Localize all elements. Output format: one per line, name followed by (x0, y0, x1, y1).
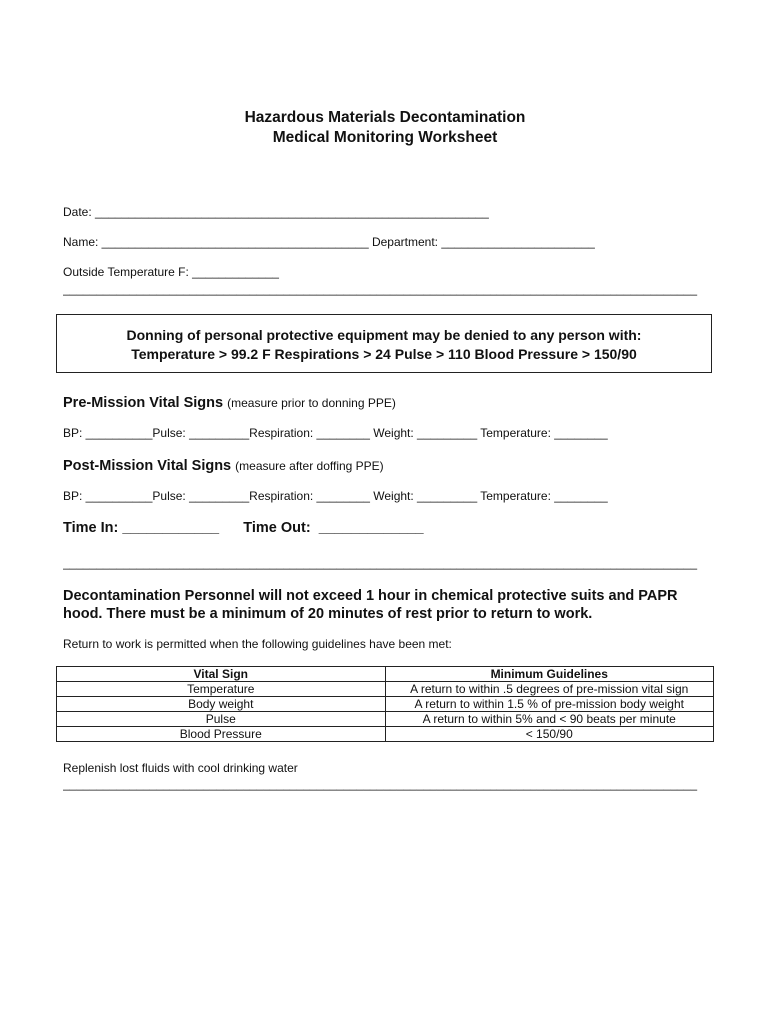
replenish-fluids-note: Replenish lost fluids with cool drinking water (63, 761, 298, 775)
return-to-work-intro: Return to work is permitted when the following guidelines have been met: (63, 637, 452, 651)
table-header-cell: Minimum Guidelines (385, 667, 714, 682)
title-line-2: Medical Monitoring Worksheet (272, 129, 498, 146)
guidelines-table (56, 666, 714, 742)
separator-line-2: _______________________________________________________________________________________________ (63, 556, 698, 570)
outside-temperature-field[interactable]: Outside Temperature F: _____________ (63, 265, 279, 279)
table-row (57, 697, 714, 712)
table-row (57, 727, 714, 742)
table-cell: A return to within .5 degrees of pre-mission vital sign (385, 682, 714, 697)
table-cell: Body weight (57, 697, 386, 712)
ppe-warning-box (56, 314, 712, 373)
ppe-warning-line-1: Donning of personal protective equipment may be denied to any person with: (126, 327, 642, 343)
table-cell: Pulse (57, 712, 386, 727)
title-line-1: Hazardous Materials Decontamination (244, 109, 526, 126)
table-header-cell: Vital Sign (57, 667, 386, 682)
post-mission-heading-text: Post-Mission Vital Signs (63, 458, 236, 474)
table-row (57, 712, 714, 727)
time-in-out-fields[interactable]: Time In: ____________ Time Out: _____________ (63, 520, 424, 536)
table-cell: A return to within 1.5 % of pre-mission body weight (385, 697, 714, 712)
table-header-row (57, 667, 714, 682)
table-cell: < 150/90 (385, 727, 714, 742)
post-mission-note: (measure after doffing PPE) (235, 459, 384, 473)
table-cell: A return to within 5% and < 90 beats per minute (385, 712, 714, 727)
table-cell: Blood Pressure (57, 727, 386, 742)
pre-mission-note: (measure prior to donning PPE) (227, 396, 396, 410)
post-mission-heading (63, 457, 384, 475)
ppe-warning-line-2: Temperature > 99.2 F Respirations > 24 Pulse > 110 Blood Pressure > 150/90 (131, 346, 637, 362)
date-field[interactable]: Date: ___________________________________________________________ (63, 205, 489, 219)
separator-line-3: _______________________________________________________________________________________________ (63, 777, 698, 791)
decon-notice: Decontamination Personnel will not exceed 1 hour in chemical protective suits and PAPR hood. There must be a minimum of 20 minutes of rest prior to return to work. (63, 588, 678, 622)
table-cell: Temperature (57, 682, 386, 697)
table-row (57, 682, 714, 697)
post-mission-vitals-fields[interactable]: BP: __________Pulse: _________Respiration: ________ Weight: _________ Temperature: ________ (63, 489, 608, 503)
separator-line: _______________________________________________________________________________________________ (63, 282, 698, 296)
pre-mission-heading-text: Pre-Mission Vital Signs (63, 395, 228, 411)
pre-mission-heading (63, 394, 396, 412)
pre-mission-vitals-fields[interactable]: BP: __________Pulse: _________Respiration: ________ Weight: _________ Temperature: ________ (63, 426, 608, 440)
name-department-field[interactable]: Name: ________________________________________ Department: _______________________ (63, 235, 595, 249)
